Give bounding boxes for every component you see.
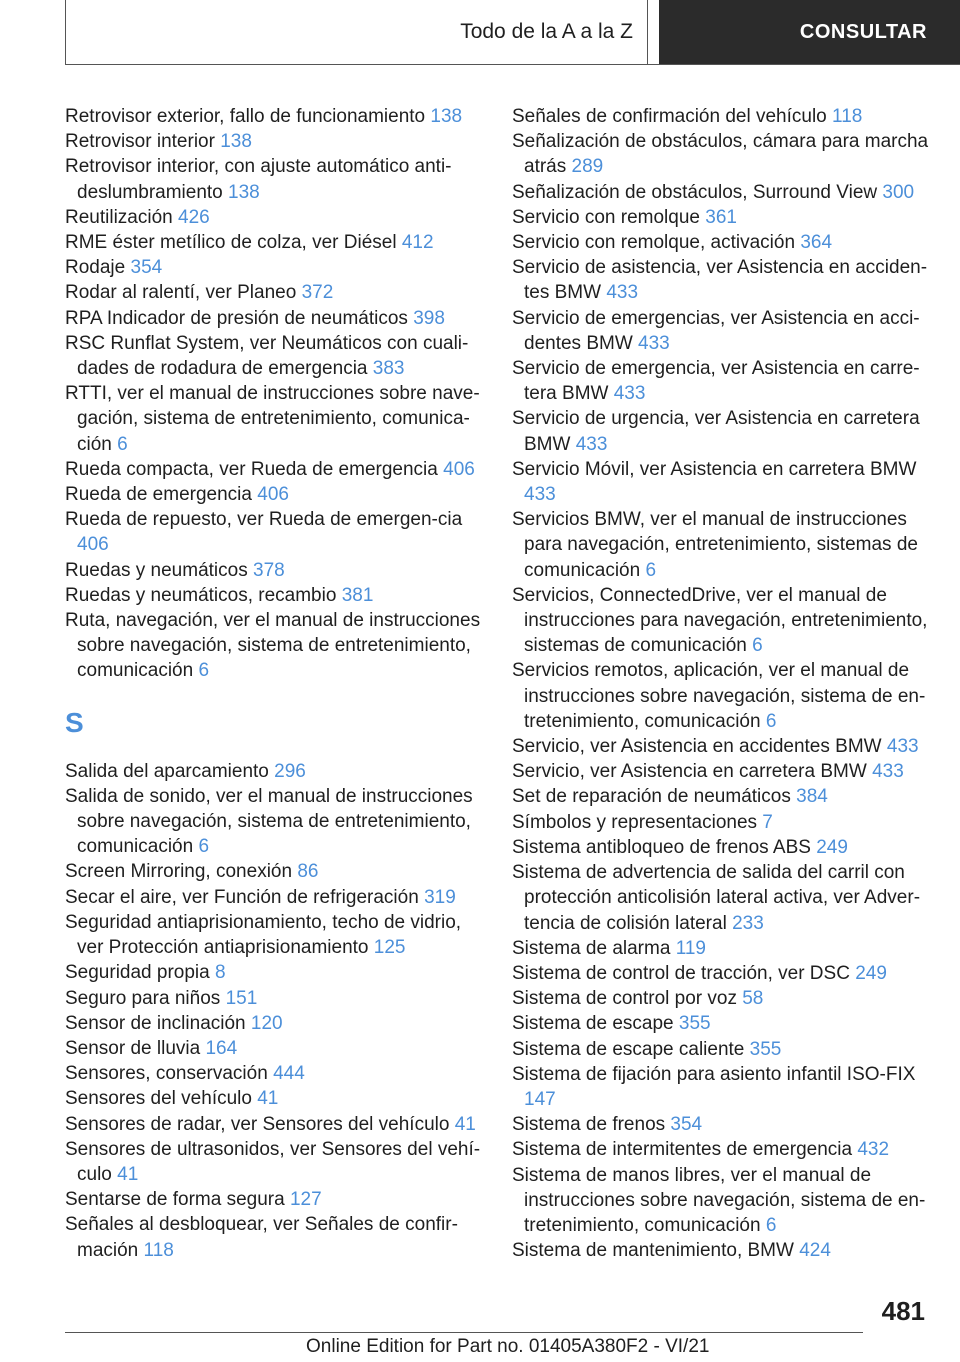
- index-term: Sistema de fijación para asiento infantil ISO-FIX: [512, 1063, 916, 1085]
- page-reference-link[interactable]: 233: [732, 912, 764, 934]
- index-entry: [65, 1036, 490, 1061]
- page-reference-link[interactable]: 364: [800, 232, 833, 254]
- index-entry: [512, 306, 932, 356]
- page-reference-link[interactable]: 432: [857, 1139, 890, 1161]
- page-reference-link[interactable]: 296: [274, 760, 306, 782]
- page-reference-link[interactable]: 289: [571, 156, 604, 178]
- page-reference-link[interactable]: 7: [762, 811, 773, 833]
- index-term: Servicio, ver Asistencia en accidentes BMW: [512, 736, 882, 758]
- index-entry: [65, 306, 490, 331]
- index-entry: [512, 1238, 932, 1263]
- page-reference-link[interactable]: 355: [749, 1038, 782, 1060]
- index-term: Sensores de ultrasonidos, ver Sensores del vehí-culo: [65, 1138, 481, 1185]
- index-term: Señales de confirmación del vehículo: [512, 106, 827, 127]
- page-reference-link[interactable]: 120: [250, 1012, 283, 1034]
- index-entry: [512, 835, 932, 860]
- page-reference-link[interactable]: 6: [645, 559, 657, 581]
- index-entry: [512, 255, 932, 305]
- index-entry: [65, 910, 490, 960]
- index-entry: [65, 1011, 490, 1036]
- index-term: Screen Mirroring, conexión: [65, 861, 293, 883]
- index-entry: [512, 1037, 932, 1062]
- index-entry: [65, 759, 490, 784]
- index-entry: [65, 331, 490, 381]
- page-reference-link[interactable]: 125: [373, 937, 406, 959]
- index-term: RSC Runflat System, ver Neumáticos con cuali-dades de rodadura de emergencia: [65, 332, 469, 380]
- index-term: Seguridad propia: [65, 962, 210, 984]
- index-entry: [65, 1061, 490, 1086]
- index-entry: [65, 859, 490, 884]
- index-term: Ruta, navegación, ver el manual de instrucciones sobre navegación, sistema de entretenimiento, comunicación: [65, 610, 481, 682]
- index-entry: [65, 608, 490, 684]
- page-reference-link[interactable]: 6: [198, 660, 210, 682]
- index-term: Servicios remotos, aplicación, ver el manual de instrucciones sobre navegación, sistema de en-tretenimiento, comunicación: [512, 660, 926, 732]
- page-reference-link[interactable]: 41: [117, 1163, 139, 1185]
- page-reference-link[interactable]: 6: [198, 836, 210, 858]
- page-reference-link[interactable]: 433: [613, 383, 646, 405]
- index-term: Servicio con remolque, activación: [512, 232, 796, 254]
- index-entry: [512, 961, 932, 986]
- index-term: Sistema de frenos: [512, 1114, 666, 1136]
- index-entry: [65, 1112, 490, 1137]
- index-column-right: [512, 104, 932, 1263]
- page-reference-link[interactable]: 433: [606, 282, 639, 304]
- page-reference-link[interactable]: 119: [675, 937, 706, 959]
- index-term: Sistema de escape caliente: [512, 1038, 745, 1060]
- index-entry: [65, 784, 490, 860]
- index-entry: [512, 230, 932, 255]
- section-letter: S: [65, 706, 84, 738]
- index-entry: [512, 457, 932, 507]
- index-term: Sistema de advertencia de salida del carril con protección anticolisión lateral activa, ver Adver-tencia de colisión lateral: [512, 862, 921, 934]
- index-term: Señalización de obstáculos, Surround View: [512, 181, 878, 203]
- page-reference-link[interactable]: 433: [575, 433, 608, 455]
- index-entry: [512, 986, 932, 1011]
- page-reference-link[interactable]: 372: [301, 282, 334, 304]
- index-term: Sistema de mantenimiento, BMW: [512, 1240, 794, 1262]
- index-entry: [65, 482, 490, 507]
- index-entry: [512, 507, 932, 583]
- index-term: Ruedas y neumáticos, recambio: [65, 584, 337, 606]
- index-term: Sistema de control de tracción, ver DSC: [512, 962, 850, 984]
- index-term: Sistema de alarma: [512, 937, 671, 959]
- index-term: Salida del aparcamiento: [65, 760, 269, 782]
- edition-footer: Online Edition for Part no. 01405A380F2 - VI/21: [306, 1336, 710, 1357]
- index-entry: [512, 810, 932, 835]
- index-term: Seguridad antiaprisionamiento, techo de vidrio, ver Protección antiaprisionamiento: [65, 911, 462, 959]
- index-entry: [512, 356, 932, 406]
- index-term: Señales al desbloquear, ver Señales de confir-mación: [65, 1214, 458, 1261]
- index-entry: [512, 860, 932, 936]
- index-entry: [65, 885, 490, 910]
- index-term: Servicio de urgencia, ver Asistencia en carretera BMW: [512, 408, 920, 455]
- page-reference-link[interactable]: 41: [257, 1088, 279, 1110]
- index-entry: [65, 1086, 490, 1111]
- index-term: Retrovisor interior: [65, 131, 215, 153]
- page-reference-link[interactable]: 6: [752, 635, 763, 657]
- page-reference-link[interactable]: 118: [832, 106, 863, 127]
- index-entry: [65, 1137, 490, 1187]
- index-entry: [65, 507, 490, 557]
- index-term: Sistema de manos libres, ver el manual de instrucciones sobre navegación, sistema de en-tretenimiento, comunicación: [512, 1164, 926, 1236]
- index-entry: [65, 255, 490, 280]
- index-entry: [512, 205, 932, 230]
- index-term: Servicio de asistencia, ver Asistencia en acciden-tes BMW: [512, 257, 928, 304]
- page-reference-link[interactable]: 164: [205, 1037, 238, 1059]
- tab-consult-label: CONSULTAR: [799, 20, 927, 43]
- tab-consult[interactable]: [659, 0, 960, 64]
- page-reference-link[interactable]: 406: [257, 484, 289, 506]
- index-term: Secar el aire, ver Función de refrigeración: [65, 886, 419, 908]
- index-term: Servicios, ConnectedDrive, ver el manual de instrucciones para navegación, entretenimiento, sistemas de comunicación: [512, 584, 928, 657]
- index-entry: [512, 129, 932, 179]
- page-reference-link[interactable]: 433: [524, 484, 556, 506]
- page-reference-link[interactable]: 249: [816, 836, 848, 858]
- index-list-r: [65, 104, 490, 684]
- page-reference-link[interactable]: 58: [742, 988, 764, 1010]
- page-reference-link[interactable]: 118: [143, 1239, 174, 1261]
- page-reference-link[interactable]: 127: [289, 1189, 322, 1211]
- page-reference-link[interactable]: 433: [638, 332, 670, 354]
- page-reference-link[interactable]: 354: [130, 257, 163, 279]
- index-entry: [512, 104, 932, 129]
- header-rule: [65, 64, 960, 65]
- page-reference-link[interactable]: 433: [886, 736, 919, 758]
- index-term: Servicio con remolque: [512, 206, 700, 228]
- page-reference-link[interactable]: 8: [215, 962, 226, 984]
- index-list-s: [65, 759, 490, 1263]
- page-reference-link[interactable]: 398: [413, 307, 445, 329]
- page-reference-link[interactable]: 378: [253, 559, 285, 581]
- index-entry: [65, 129, 490, 154]
- index-entry: [512, 1011, 932, 1036]
- page-number: 481: [881, 1296, 925, 1326]
- index-term: Sensores del vehículo: [65, 1088, 252, 1110]
- index-entry: [65, 1212, 490, 1262]
- index-term: Sentarse de forma segura: [65, 1189, 285, 1211]
- index-column-left: [65, 104, 490, 1263]
- page-reference-link[interactable]: 361: [705, 206, 737, 228]
- index-entry: [512, 784, 932, 809]
- index-entry: [512, 180, 932, 205]
- index-entry: [65, 1187, 490, 1212]
- index-term: Sensores de radar, ver Sensores del vehículo: [65, 1113, 450, 1135]
- index-term: Sistema antibloqueo de frenos ABS: [512, 836, 811, 858]
- index-term: Sistema de intermitentes de emergencia: [512, 1139, 853, 1161]
- index-term: Sensores, conservación: [65, 1063, 268, 1085]
- index-entry: [512, 759, 932, 784]
- index-term: RME éster metílico de colza, ver Diésel: [65, 232, 397, 254]
- page-reference-link[interactable]: 6: [765, 710, 777, 732]
- index-entry: [512, 1062, 932, 1112]
- footer-rule: [65, 1332, 863, 1333]
- page-reference-link[interactable]: 406: [443, 458, 475, 480]
- page-reference-link[interactable]: 383: [372, 358, 405, 380]
- page-reference-link[interactable]: 138: [228, 181, 260, 203]
- page-reference-link[interactable]: 319: [424, 886, 456, 908]
- page-reference-link[interactable]: 424: [799, 1240, 831, 1262]
- index-entry: [512, 936, 932, 961]
- index-entry: [512, 1137, 932, 1162]
- index-term: Sistema de control por voz: [512, 988, 737, 1010]
- index-term: Sensor de inclinación: [65, 1012, 246, 1034]
- page-reference-link[interactable]: 151: [225, 987, 258, 1009]
- index-entry: [65, 558, 490, 583]
- index-entry: [65, 230, 490, 255]
- page-reference-link[interactable]: 147: [524, 1088, 556, 1110]
- tab-a-to-z-label: Todo de la A a la Z: [460, 20, 633, 43]
- index-term: Reutilización: [65, 206, 173, 228]
- page-reference-link[interactable]: 6: [117, 433, 128, 455]
- index-term: Sensor de lluvia: [65, 1037, 201, 1059]
- index-entry: [65, 280, 490, 305]
- page-reference-link[interactable]: 354: [670, 1114, 703, 1136]
- page-reference-link[interactable]: 412: [401, 232, 434, 254]
- index-entry: [512, 734, 932, 759]
- index-term: Sistema de escape: [512, 1013, 674, 1035]
- index-term: Servicio de emergencias, ver Asistencia en acci-dentes BMW: [512, 307, 920, 354]
- index-list-s-continued: [512, 104, 932, 1263]
- index-term: Servicio de emergencia, ver Asistencia en carre-tera BMW: [512, 358, 920, 405]
- page-reference-link[interactable]: 384: [796, 786, 828, 808]
- page-reference-link[interactable]: 249: [855, 962, 887, 984]
- page-reference-link[interactable]: 444: [273, 1063, 305, 1085]
- index-entry: [512, 583, 932, 659]
- index-term: Salida de sonido, ver el manual de instrucciones sobre navegación, sistema de entretenimiento, comunicación: [65, 785, 473, 858]
- index-term: Rueda de emergencia: [65, 484, 252, 506]
- index-term: Rueda compacta, ver Rueda de emergencia: [65, 458, 438, 480]
- index-entry: [512, 1163, 932, 1239]
- index-term: Retrovisor exterior, fallo de funcionamiento: [65, 106, 426, 127]
- index-entry: [65, 104, 490, 129]
- index-entry: [512, 406, 932, 456]
- index-term: Símbolos y representaciones: [512, 811, 758, 833]
- index-term: Retrovisor interior, con ajuste automático anti-deslumbramiento: [65, 156, 452, 203]
- page-reference-link[interactable]: 300: [882, 181, 915, 203]
- index-entry: [65, 457, 490, 482]
- index-entry: [65, 960, 490, 985]
- tab-a-to-z[interactable]: [65, 0, 648, 64]
- page-reference-link[interactable]: 433: [872, 761, 904, 783]
- index-term: Servicios BMW, ver el manual de instrucciones para navegación, entretenimiento, sistemas de comunicación: [512, 509, 918, 581]
- index-term: Señalización de obstáculos, cámara para marcha atrás: [512, 131, 929, 178]
- index-term: Ruedas y neumáticos: [65, 559, 248, 581]
- index-entry: [65, 381, 490, 457]
- page-reference-link[interactable]: 41: [454, 1113, 476, 1135]
- page-reference-link[interactable]: 381: [341, 584, 374, 606]
- page-reference-link[interactable]: 138: [430, 106, 463, 127]
- page-reference-link[interactable]: 138: [220, 131, 252, 153]
- index-term: Seguro para niños: [65, 987, 221, 1009]
- index-term: RTTI, ver el manual de instrucciones sobre nave-gación, sistema de entretenimiento, comunica-ción: [65, 383, 480, 455]
- index-term: Rodar al ralentí, ver Planeo: [65, 282, 297, 304]
- index-entry: [65, 205, 490, 230]
- page-reference-link[interactable]: 426: [178, 206, 210, 228]
- page-reference-link[interactable]: 6: [765, 1214, 777, 1236]
- index-term: Servicio, ver Asistencia en carretera BMW: [512, 761, 867, 783]
- index-term: RPA Indicador de presión de neumáticos: [65, 307, 408, 329]
- index-entry: [65, 986, 490, 1011]
- page-reference-link[interactable]: 406: [77, 534, 109, 556]
- page-reference-link[interactable]: 355: [678, 1013, 711, 1035]
- index-term: Set de reparación de neumáticos: [512, 786, 791, 808]
- index-entry: [65, 583, 490, 608]
- index-term: Rodaje: [65, 257, 126, 279]
- index-entry: [512, 1112, 932, 1137]
- page-reference-link[interactable]: 86: [297, 861, 319, 883]
- index-term: Rueda de repuesto, ver Rueda de emergen-cia: [65, 509, 463, 531]
- index-entry: [512, 658, 932, 734]
- index-entry: [65, 154, 490, 204]
- index-term: Servicio Móvil, ver Asistencia en carretera BMW: [512, 458, 917, 480]
